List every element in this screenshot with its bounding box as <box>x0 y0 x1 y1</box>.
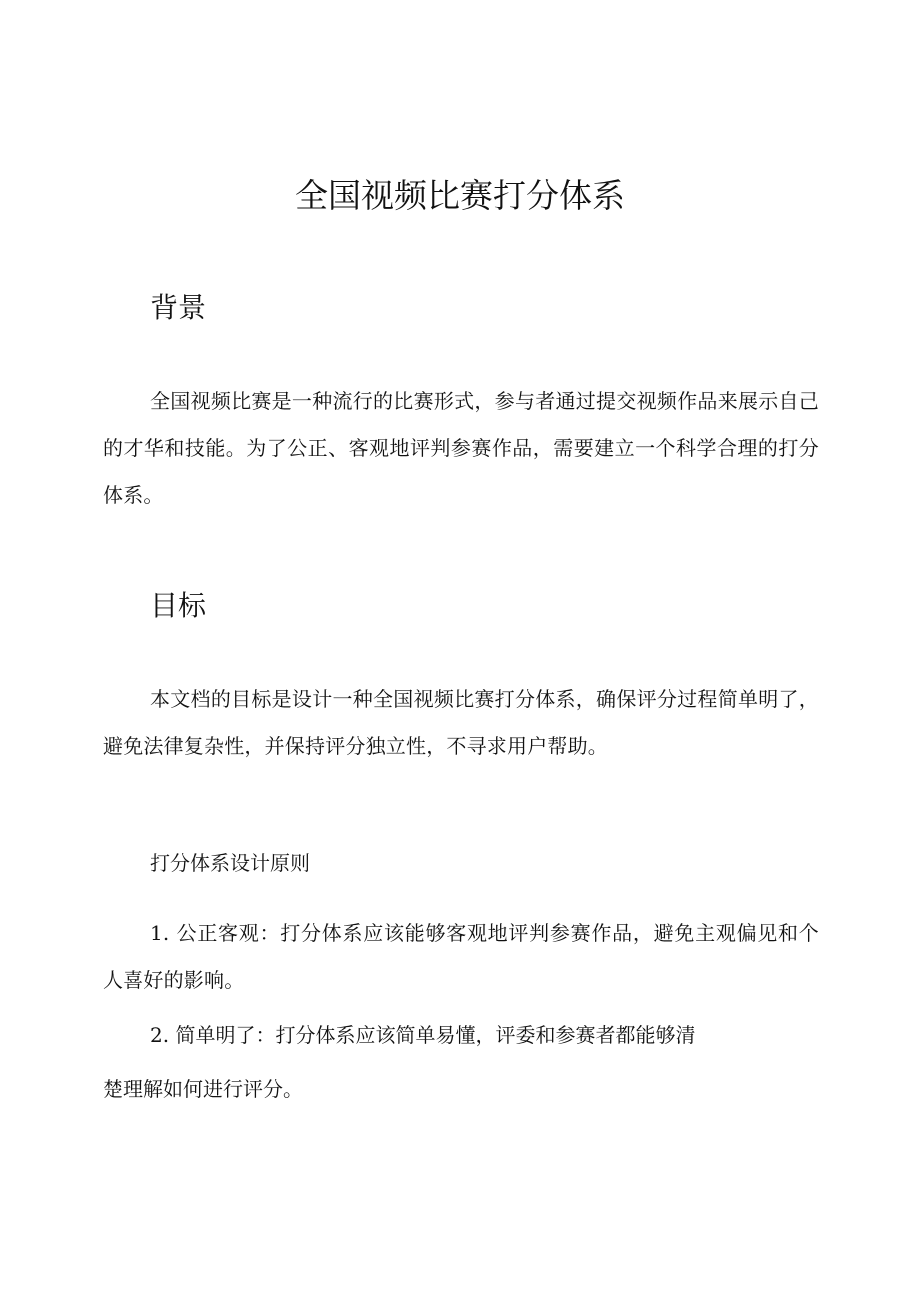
document-title: 全国视频比赛打分体系 <box>295 176 625 215</box>
goal-heading: 目标 <box>150 589 207 622</box>
principle-item-2-line-1: 2. 简单明了：打分体系应该简单易懂，评委和参赛者都能够清 <box>150 1023 696 1047</box>
principles-heading: 打分体系设计原则 <box>150 851 310 875</box>
background-heading: 背景 <box>150 291 207 324</box>
principle-item-2-line-2: 楚理解如何进行评分。 <box>103 1077 303 1101</box>
principle-item-1: 1. 公正客观：打分体系应该能够客观地评判参赛作品，避免主观偏见和个人喜好的影响。 <box>103 921 819 992</box>
background-paragraph: 全国视频比赛是一种流行的比赛形式，参与者通过提交视频作品来展示自己的才华和技能。为了公正、客观地评判参赛作品，需要建立一个科学合理的打分体系。 <box>103 389 819 507</box>
goal-paragraph: 本文档的目标是设计一种全国视频比赛打分体系，确保评分过程简单明了，避免法律复杂性，并保持评分独立性，不寻求用户帮助。 <box>103 687 819 758</box>
